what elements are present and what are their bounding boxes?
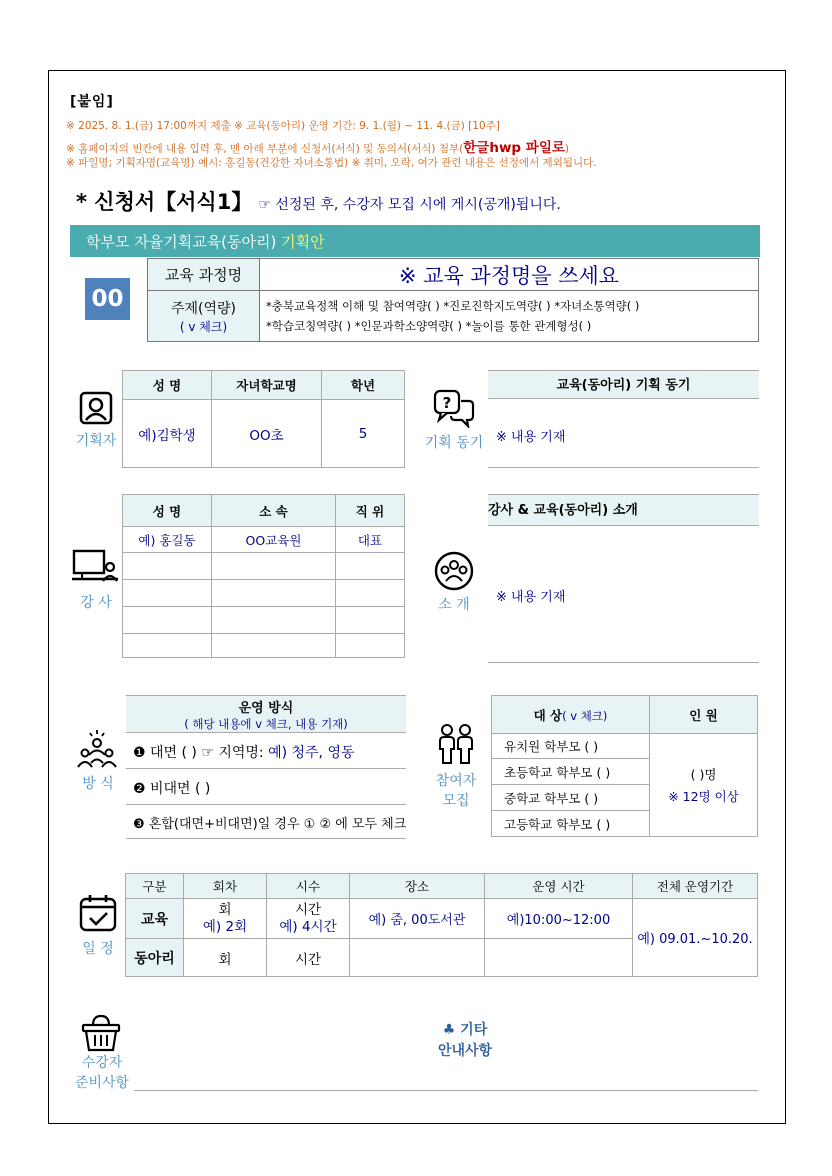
upload-note: ※ 홈페이지의 빈칸에 내용 입력 후, 맨 아래 부분에 신청서(서식) 및 동의서(서식) 첨부(한글hwp 파일로)	[66, 140, 570, 156]
target-table	[491, 695, 758, 837]
theme-options[interactable]: *충북교육정책 이해 및 참여역량( ) *진로진학지도역량( ) *자녀소통역량( ) *학습코칭역량( ) *인문과학소양역량( ) *놀이를 통한 관계형성( )	[260, 291, 759, 342]
meeting-group-icon	[76, 729, 118, 769]
target-header: 대 상( v 체크)	[492, 696, 650, 734]
sched-edu-time[interactable]: 예)10:00~12:00	[485, 899, 633, 939]
form-title: * 신청서【서식1】 ☞ 선정된 후, 수강자 모집 시에 게시(공개)됩니다.	[76, 190, 561, 214]
sched-header-type: 구분	[126, 874, 184, 899]
course-name-value[interactable]: ※ 교육 과정명을 쓰세요	[260, 259, 759, 291]
instructor-header-name: 성 명	[123, 495, 212, 527]
count-cell[interactable]: ( )명 ※ 12명 이상	[650, 734, 758, 837]
sched-header-time: 운영 시간	[485, 874, 633, 899]
sched-club-hours[interactable]: 시간	[267, 939, 350, 977]
instructor-cell[interactable]	[212, 580, 336, 607]
theme-label: 주제(역량) ( v 체크)	[148, 291, 260, 342]
group-circle-icon	[433, 551, 475, 591]
basket-icon	[81, 1013, 121, 1053]
form-title-sub: ☞ 선정된 후, 수강자 모집 시에 게시(공개)됩니다.	[258, 197, 561, 213]
participants-label: 참여자 모집	[435, 773, 477, 809]
instructor-cell[interactable]	[336, 634, 405, 658]
intro-content[interactable]: ※ 내용 기재	[496, 590, 566, 605]
method-divider	[126, 838, 406, 839]
method-divider	[126, 768, 406, 769]
prep-bottom-line	[134, 1090, 758, 1091]
method-label: 방 식	[82, 776, 114, 792]
instructor-cell[interactable]	[336, 580, 405, 607]
motive-bottom-line	[488, 467, 759, 468]
instructor-cell[interactable]	[336, 553, 405, 580]
planner-header-name: 성 명	[123, 371, 212, 400]
sched-club-label: 동아리	[126, 939, 184, 977]
intro-bottom-line	[488, 662, 759, 663]
instructor-cell[interactable]	[123, 634, 212, 658]
schedule-label: 일 정	[82, 941, 114, 957]
target-high[interactable]: 고등학교 학부모 ( )	[492, 811, 650, 837]
attachment-label: [붙임]	[70, 94, 114, 110]
other-notes: ♣ 기타 안내사항	[437, 1022, 493, 1059]
motive-label: 기획 동기	[424, 435, 484, 451]
instructor-cell[interactable]	[212, 607, 336, 634]
method-header: 운영 방식 ( 해당 내용에 v 체크, 내용 기재)	[126, 695, 406, 733]
method-hybrid[interactable]: ❸ 혼합(대면+비대면)일 경우 ① ② 에 모두 체크	[133, 817, 407, 832]
sched-period[interactable]: 예) 09.01.~10.20.	[633, 899, 758, 977]
motive-header: 교육(동아리) 기획 동기	[488, 370, 759, 399]
sched-edu-hours[interactable]: 시간 예) 4시간	[267, 899, 350, 939]
calendar-check-icon	[79, 893, 119, 933]
instructor-position[interactable]: 대표	[336, 527, 405, 553]
svg-text:?: ?	[442, 394, 452, 412]
filename-note: ※ 파일명; 기획자명(교육명) 예시: 홍길동(건강한 자녀소통법) ※ 취미, 오락, 여가 관련 내용은 선정에서 제외됩니다.	[66, 157, 597, 169]
planner-table	[122, 370, 405, 468]
planner-name[interactable]: 예)김학생	[123, 400, 212, 468]
planner-grade[interactable]: 5	[322, 400, 405, 468]
planner-label: 기획자	[75, 433, 117, 449]
instructor-table	[122, 494, 405, 658]
instructor-header-org: 소 속	[212, 495, 336, 527]
course-number-badge: 00	[85, 278, 130, 320]
instructor-header-position: 직 위	[336, 495, 405, 527]
sched-club-place[interactable]	[350, 939, 485, 977]
planner-school[interactable]: OO초	[212, 400, 322, 468]
sched-edu-place[interactable]: 예) 줌, 00도서관	[350, 899, 485, 939]
target-middle[interactable]: 중학교 학부모 ( )	[492, 785, 650, 811]
instructor-cell[interactable]	[212, 634, 336, 658]
instructor-cell[interactable]	[123, 607, 212, 634]
motive-content[interactable]: ※ 내용 기재	[496, 430, 566, 445]
method-in-person[interactable]: ❶ 대면 ( ) ☞ 지역명: 예) 청주, 영동	[133, 745, 355, 761]
intro-header: 강사 & 교육(동아리) 소개	[488, 494, 759, 526]
instructor-org[interactable]: OO교육원	[212, 527, 336, 553]
target-kindergarten[interactable]: 유치원 학부모 ( )	[492, 734, 650, 759]
planner-header-school: 자녀학교명	[212, 371, 322, 400]
schedule-table	[125, 873, 758, 977]
person-icon	[79, 391, 113, 425]
hwp-highlight: 한글hwp 파일로	[463, 140, 565, 156]
sched-header-period: 전체 운영기간	[633, 874, 758, 899]
sched-club-time[interactable]	[485, 939, 633, 977]
sched-header-place: 장소	[350, 874, 485, 899]
participants-icon	[436, 723, 476, 765]
sched-header-count: 회차	[184, 874, 267, 899]
sched-club-count[interactable]: 회	[184, 939, 267, 977]
teacher-board-icon	[72, 549, 120, 585]
method-divider	[126, 804, 406, 805]
intro-label: 소 개	[438, 597, 470, 613]
target-elementary[interactable]: 초등학교 학부모 ( )	[492, 759, 650, 785]
instructor-cell[interactable]	[336, 607, 405, 634]
method-online[interactable]: ❷ 비대면 ( )	[133, 781, 211, 797]
course-table	[147, 258, 759, 342]
course-name-label: 교육 과정명	[148, 259, 260, 291]
instructor-name[interactable]: 예) 홍길동	[123, 527, 212, 553]
sched-header-hours: 시수	[267, 874, 350, 899]
sched-edu-count[interactable]: 회 예) 2회	[184, 899, 267, 939]
prep-label: 수강자 준비사항	[74, 1055, 130, 1091]
instructor-label: 강 사	[80, 595, 112, 611]
instructor-cell[interactable]	[123, 580, 212, 607]
sched-edu-label: 교육	[126, 899, 184, 939]
instructor-cell[interactable]	[212, 553, 336, 580]
instructor-cell[interactable]	[123, 553, 212, 580]
banner: 학부모 자율기획교육(동아리) 기획안	[70, 225, 760, 257]
deadline-note: ※ 2025. 8. 1.(금) 17:00까지 제출 ※ 교육(동아리) 운영 기간: 9. 1.(월) ~ 11. 4.(금) [10주]	[66, 120, 500, 132]
planner-header-grade: 학년	[322, 371, 405, 400]
question-bubble-icon	[433, 388, 475, 428]
count-header: 인 원	[650, 696, 758, 734]
